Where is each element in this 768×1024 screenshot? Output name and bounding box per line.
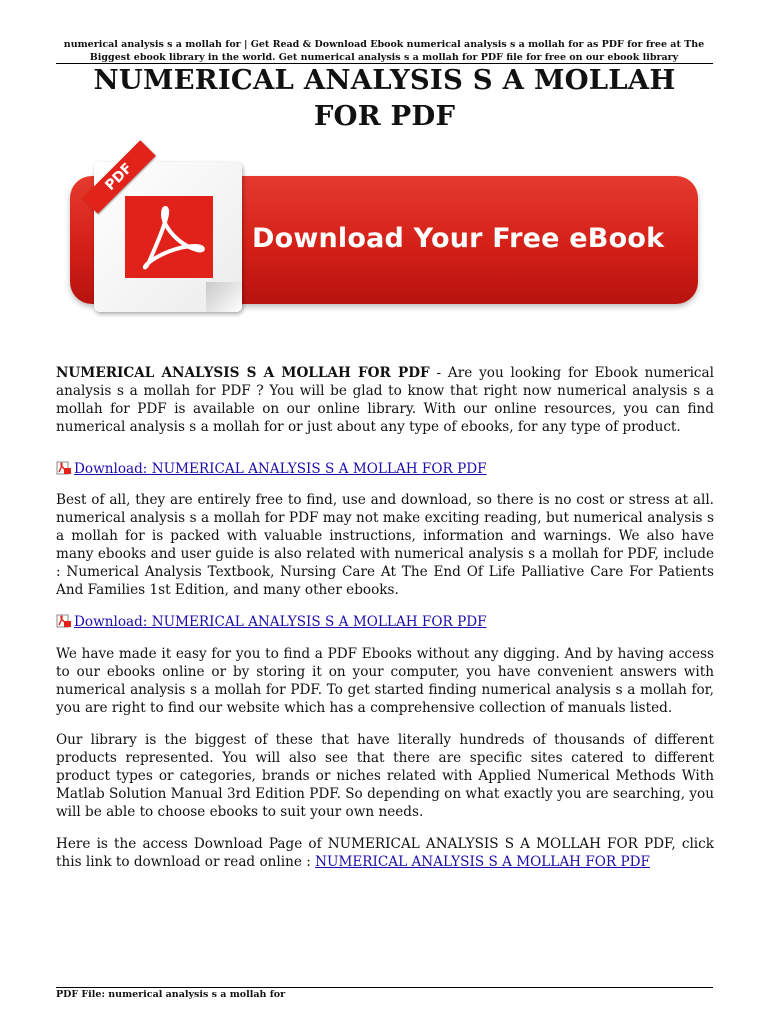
download-line-1 <box>56 460 556 478</box>
pdf-file-icon <box>56 614 72 628</box>
intro-lead: NUMERICAL ANALYSIS S A MOLLAH FOR PDF <box>56 365 430 381</box>
access-link[interactable]: NUMERICAL ANALYSIS S A MOLLAH FOR PDF <box>315 854 650 870</box>
paragraph-2: We have made it easy for you to find a PDF Ebooks without any digging. And by having access to our ebooks online or by storing it on your computer, you have convenient answers with numerical analysis s a mollah for PDF. To get started finding numerical analysis s a mollah for, you are right to find our website which has a comprehensive collection of manuals listed. <box>56 646 714 716</box>
paragraph-3: Our library is the biggest of these that have literally hundreds of thousands of different products represented. You will also see that there are specific sites catered to different product types or categories, brands or niches related with Applied Numerical Methods With Matlab Solution Manual 3rd Edition PDF. So depending on what exactly you are searching, you will be able to choose ebooks to suit your own needs. <box>56 732 714 820</box>
download-link-1[interactable]: Download: NUMERICAL ANALYSIS S A MOLLAH FOR PDF <box>74 461 487 477</box>
intro-body: - Are you looking for Ebook numerical analysis s a mollah for PDF ? You will be glad to know that right now numerical analysis s a mollah for PDF is available on our online library. With our online resources, you can find numerical analysis s a mollah for or just about any type of ebooks, for any type of product. <box>56 365 714 435</box>
page-title: NUMERICAL ANALYSIS S A MOLLAH FOR PDF <box>93 64 676 132</box>
acrobat-logo-icon <box>125 196 213 278</box>
access-paragraph <box>56 835 714 871</box>
pdf-file-icon <box>56 461 72 475</box>
access-text: Here is the access Download Page of NUMERICAL ANALYSIS S A MOLLAH FOR PDF, click this link to download or read online : <box>56 836 714 870</box>
intro-paragraph <box>56 364 714 436</box>
page-curl <box>206 282 242 312</box>
download-line-2 <box>56 613 556 631</box>
bottom-divider <box>56 987 713 988</box>
download-link-2[interactable]: Download: NUMERICAL ANALYSIS S A MOLLAH FOR PDF <box>74 614 487 630</box>
banner-text[interactable]: Download Your Free eBook <box>252 223 665 254</box>
header-note: numerical analysis s a mollah for | Get Read & Download Ebook numerical analysis s a mollah for as PDF for free at The Biggest ebook library in the world. Get numerical analysis s a mollah for PDF file for free on our ebook library <box>63 39 705 63</box>
pdf-ribbon-label: PDF <box>82 140 156 214</box>
footer-note: PDF File: numerical analysis s a mollah for <box>56 989 286 1000</box>
paragraph-1: Best of all, they are entirely free to find, use and download, so there is no cost or stress at all. numerical analysis s a mollah for PDF may not make exciting reading, but numerical analysis s a mollah for is packed with valuable instructions, information and warnings. We also have many ebooks and user guide is also related with numerical analysis s a mollah for PDF, include : Numerical Analysis Textbook, Nursing Care At The End Of Life Palliative Care For Patients And Families 1st Edition, and many other ebooks. <box>56 492 714 598</box>
